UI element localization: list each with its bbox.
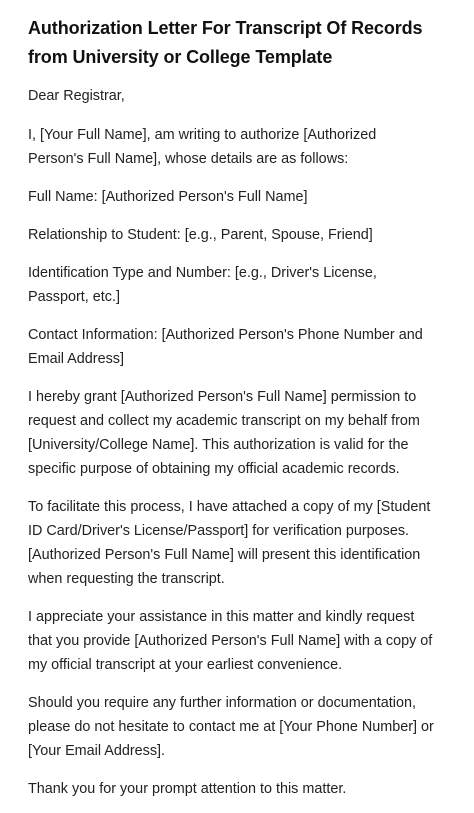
greeting: Dear Registrar, <box>28 88 125 104</box>
paragraph-grant-permission: I hereby grant [Authorized Person's Full Name] permission to request and collect my academic transcript on my behalf from [University/College Name]. This authorization is valid for the specific purpose of obtaining my official academic records. <box>28 389 420 477</box>
paragraph-contact-information: Contact Information: [Authorized Person's Phone Number and Email Address] <box>28 327 423 367</box>
paragraph-intro: I, [Your Full Name], am writing to authorize [Authorized Person's Full Name], whose details are as follows: <box>28 127 377 167</box>
paragraph-identification: Identification Type and Number: [e.g., Driver's License, Passport, etc.] <box>28 265 377 305</box>
paragraph-attachment: To facilitate this process, I have attached a copy of my [Student ID Card/Driver's License/Passport] for verification purposes. [Authorized Person's Full Name] will present this identification when requesting the transcript. <box>28 499 431 587</box>
document-title: Authorization Letter For Transcript Of Records from University or College Template <box>28 18 423 67</box>
paragraph-relationship: Relationship to Student: [e.g., Parent, Spouse, Friend] <box>28 227 373 243</box>
paragraph-full-name: Full Name: [Authorized Person's Full Name] <box>28 189 308 205</box>
paragraph-request: I appreciate your assistance in this matter and kindly request that you provide [Authorized Person's Full Name] with a copy of my official transcript at your earliest convenience. <box>28 609 433 673</box>
paragraph-further-information: Should you require any further information or documentation, please do not hesitate to contact me at [Your Phone Number] or [Your Email Address]. <box>28 695 434 759</box>
paragraph-closing: Thank you for your prompt attention to this matter. <box>28 781 347 797</box>
